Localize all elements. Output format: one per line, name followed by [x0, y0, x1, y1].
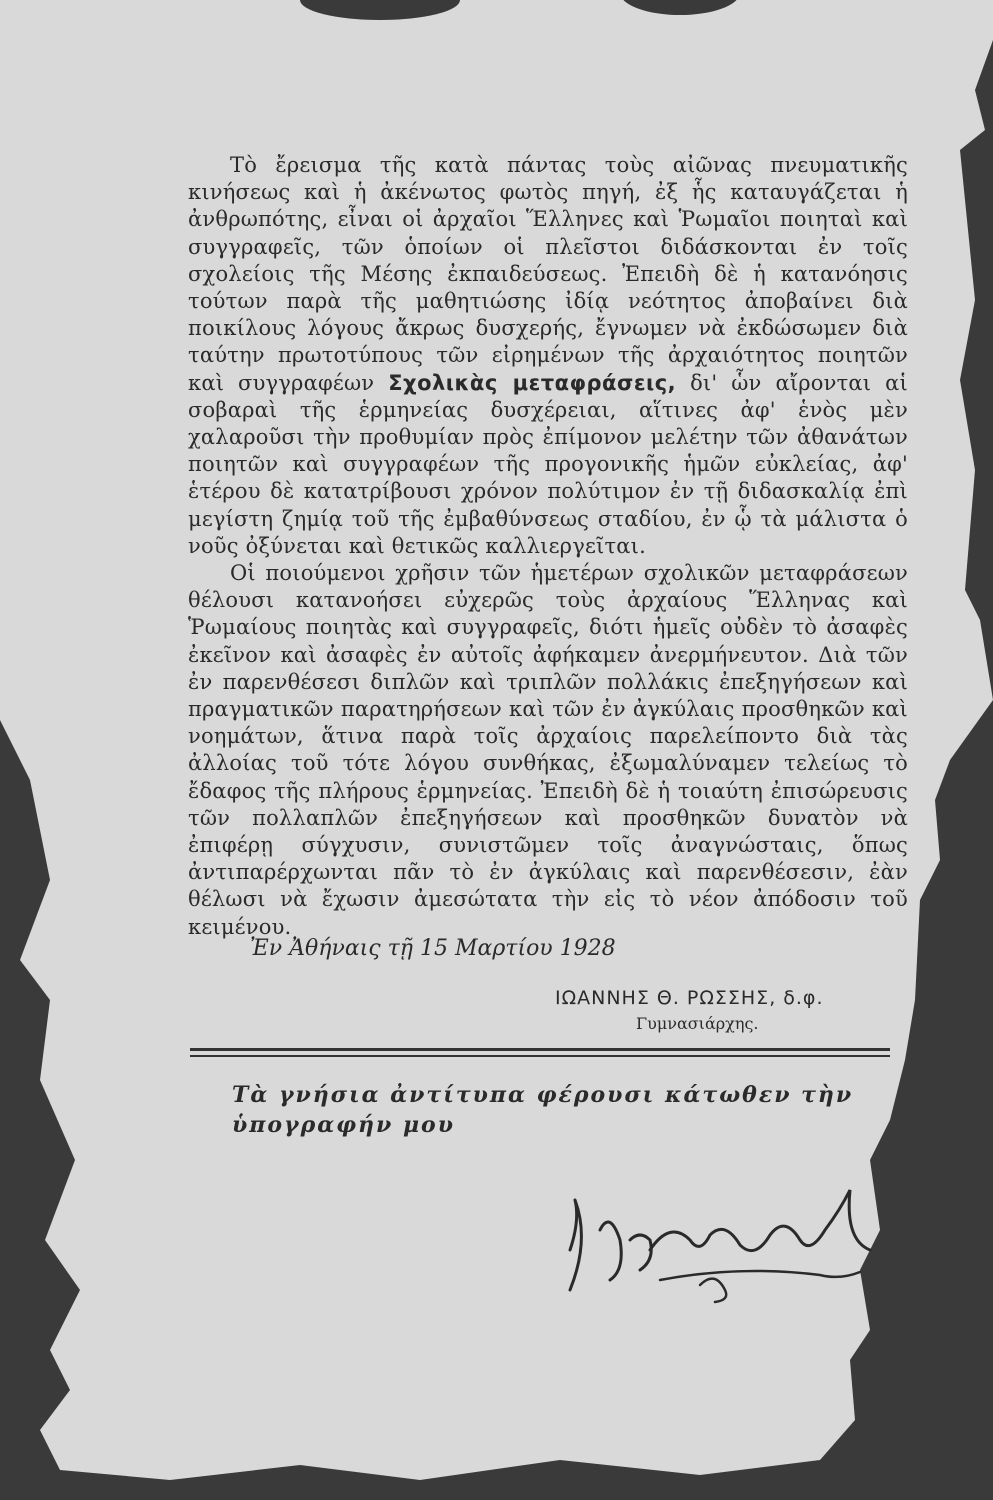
paragraph-1: Τὸ ἔρεισμα τῆς κατὰ πάντας τοὺς αἰῶνας πνευματικῆς κινήσεως καὶ ἡ ἀκένωτος φωτὸς πηγή, ἐξ ἧς καταυγάζεται ἡ ἀνθρωπότης, εἶναι οἱ ἀρχαῖοι Ἕλληνες καὶ Ῥωμαῖοι ποιηταὶ καὶ συγγραφεῖς, τῶν ὁποίων οἱ πλεῖστοι διδάσκονται ἐν τοῖς σχολείοις τῆς Μέσης ἐκπαιδεύσεως. Ἐπειδὴ δὲ ἡ κατανόησις τούτων παρὰ τῆς μαθητιώσης ἰδίᾳ νεότητος ἀποβαίνει διὰ ποικίλους λόγους ἄκρως δυσχερής, ἔγνωμεν νὰ ἐκδώσωμεν διὰ ταύτην πρωτοτύπους τῶν εἰρημένων τῆς ἀρχαιότητος ποιητῶν καὶ συγγραφέων Σχολικὰς μεταφράσεις, δι' ὧν αἴρονται αἱ σοβαραὶ τῆς ἑρμηνείας δυσχέρειαι, αἵτινες ἀφ' ἑνὸς μὲν χαλαροῦσι τὴν προθυμίαν πρὸς ἐπίμονον μελέτην τῶν ἀθανάτων ποιητῶν καὶ συγγραφέων τῆς προγονικῆς ἡμῶν εὐκλείας, ἀφ' ἑτέρου δὲ κατατρίβουσι χρόνον πολύτιμον ἐν τῇ διδασκαλίᾳ ἐπὶ μεγίστη ζημίᾳ τοῦ τῆς ἐμβαθύνσεως σταδίου, ἐν ᾧ τὰ μάλιστα ὁ νοῦς ὀξύνεται καὶ θετικῶς καλλιεργεῖται. — [188, 153, 908, 558]
authenticity-notice: Τὰ γνήσια ἀντίτυπα φέρουσι κάτωθεν τὴν ὑπογραφήν μου — [232, 1082, 854, 1138]
paragraph-2: Οἱ ποιούμενοι χρῆσιν τῶν ἡμετέρων σχολικῶν μεταφράσεων θέλουσι κατανοήσει εὐχερῶς τοὺς ἀρχαίους Ἕλληνας καὶ Ῥωμαίους ποιητὰς καὶ συγγραφεῖς, διότι ἡμεῖς οὐδὲν τὸ ἀσαφὲς ἐκεῖνον καὶ ἀσαφὲς ἐν αὐτοῖς ἀφήκαμεν ἀνερμήνευτον. Διὰ τῶν ἐν παρενθέσεσι διπλῶν καὶ τριπλῶν πολλάκις ἐπεξηγήσεων καὶ πραγματικῶν παρατηρήσεων καὶ τῶν ἐν ἀγκύλαις προσθηκῶν καὶ νοημάτων, ἅτινα παρὰ τοῖς ἀρχαίοις παρελείποντο διὰ τὰς ἀλλοίας τοῦ τότε λόγου συνθήκας, ἐξωμαλύναμεν τελείως τὸ ἔδαφος τῆς πλήρους ἑρμηνείας. Ἐπειδὴ δὲ ἡ τοιαύτη ἐπισώρευσις τῶν πολλαπλῶν ἐπεξηγήσεων καὶ προσθηκῶν δυνατὸν νὰ ἐπιφέρῃ σύγχυσιν, συνιστῶμεν τοῖς ἀναγνώσταις, ὅπως ἀντιπαρέρχωνται πᾶν τὸ ἐν ἀγκύλαις καὶ παρενθέσεσιν, ἐὰν θέλωσι νὰ ἔχωσιν ἀμεσώτατα τὴν εἰς τὸ νέον ἀπόδοσιν τοῦ κειμένου. — [188, 561, 908, 939]
author-role: Γυμνασιάρχης. — [636, 1014, 759, 1033]
divider-thin — [190, 1055, 890, 1057]
divider-thick — [190, 1048, 890, 1051]
author-name: ΙΩΑΝΝΗΣ Θ. ΡΩΣΣΗΣ, δ.φ. — [555, 987, 824, 1009]
handwritten-signature — [540, 1180, 900, 1320]
date-line: Ἐν Ἀθήναις τῇ 15 Μαρτίου 1928 — [250, 936, 616, 961]
preface-text — [188, 152, 908, 941]
bold-phrase: Σχολικὰς μεταφράσεις, — [388, 370, 677, 395]
